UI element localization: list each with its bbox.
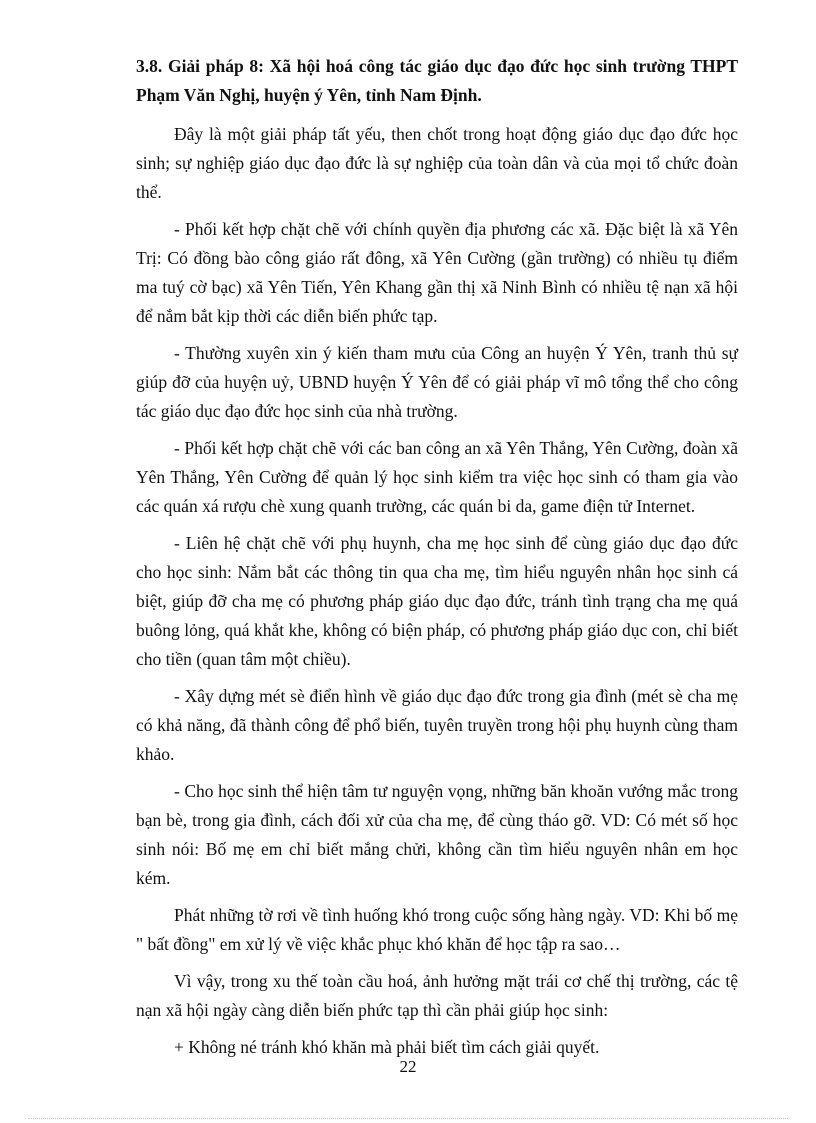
page-number: 22 bbox=[399, 1057, 417, 1076]
section-heading: 3.8. Giải pháp 8: Xã hội hoá công tác giáo dục đạo đức học sinh trường THPT Phạm Văn Nghị, huyện ý Yên, tỉnh Nam Định. bbox=[136, 56, 738, 105]
paragraph-local-government: - Phối kết hợp chặt chẽ với chính quyền địa phương các xã. Đặc biệt là xã Yên Trị: Có đồng bào công giáo rất đông, xã Yên Cường (gần trường) có nhiều tụ điểm ma tuý cờ bạc) xã Yên Tiến, Yên Khang gần thị xã Ninh Bình có nhiều tệ nạn xã hội để nắm bắt kịp thời các diễn biến phức tạp. bbox=[136, 219, 738, 326]
paragraph-commune-police: - Phối kết hợp chặt chẽ với các ban công an xã Yên Thắng, Yên Cường, đoàn xã Yên Thắng, Yên Cường để quản lý học sinh kiểm tra việc học sinh có tham gia vào các quán xá rượu chè xung quanh trường, các quán bi da, game điện tử Internet. bbox=[136, 438, 738, 516]
paragraph-student-voices: - Cho học sinh thể hiện tâm tư nguyện vọng, những băn khoăn vướng mắc trong bạn bè, trong gia đình, cách đối xử của cha mẹ, để cùng tháo gỡ. VD: Có mét số học sinh nói: Bố mẹ em chỉ biết mắng chửi, không cần tìm hiểu nguyên nhân em học kém. bbox=[136, 781, 738, 888]
document-page bbox=[136, 52, 738, 1070]
paragraph-model-families: - Xây dựng mét sè điển hình về giáo dục đạo đức trong gia đình (mét sè cha mẹ có khả năng, đã thành công để phổ biến, tuyên truyền trong hội phụ huynh cùng tham khảo. bbox=[136, 686, 738, 764]
paragraph-parents: - Liên hệ chặt chẽ với phụ huynh, cha mẹ học sinh để cùng giáo dục đạo đức cho học sinh: Nắm bắt các thông tin qua cha mẹ, tìm hiểu nguyên nhân học sinh cá biệt, giúp đỡ cha mẹ có phương pháp giáo dục đạo đức, tránh tình trạng cha mẹ quá buông lỏng, quá khắt khe, không có biện pháp, có phương pháp giáo dục con, chỉ biết cho tiền (quan tâm một chiều). bbox=[136, 533, 738, 669]
paragraph-police-consultation: - Thường xuyên xin ý kiến tham mưu của Công an huyện Ý Yên, tranh thủ sự giúp đỡ của huyện uỷ, UBND huyện Ý Yên để có giải pháp vĩ mô tổng thể cho công tác giáo dục đạo đức học sinh của nhà trường. bbox=[136, 343, 738, 421]
footer-divider bbox=[28, 1118, 788, 1119]
paragraph-intro: Đây là một giải pháp tất yếu, then chốt trong hoạt động giáo dục đạo đức học sinh; sự nghiệp giáo dục đạo đức là sự nghiệp của toàn dân và của mọi tổ chức đoàn thể. bbox=[136, 124, 738, 202]
paragraph-leaflets: Phát những tờ rơi về tình huống khó trong cuộc sống hàng ngày. VD: Khi bố mẹ " bất đồng" em xử lý về việc khắc phục khó khăn để học tập ra sao… bbox=[136, 905, 738, 954]
paragraph-bullet: + Không né tránh khó khăn mà phải biết tìm cách giải quyết. bbox=[174, 1037, 600, 1057]
paragraph-conclusion: Vì vậy, trong xu thế toàn cầu hoá, ảnh hưởng mặt trái cơ chế thị trường, các tệ nạn xã hội ngày càng diễn biến phức tạp thì cần phải giúp học sinh: bbox=[136, 971, 738, 1020]
